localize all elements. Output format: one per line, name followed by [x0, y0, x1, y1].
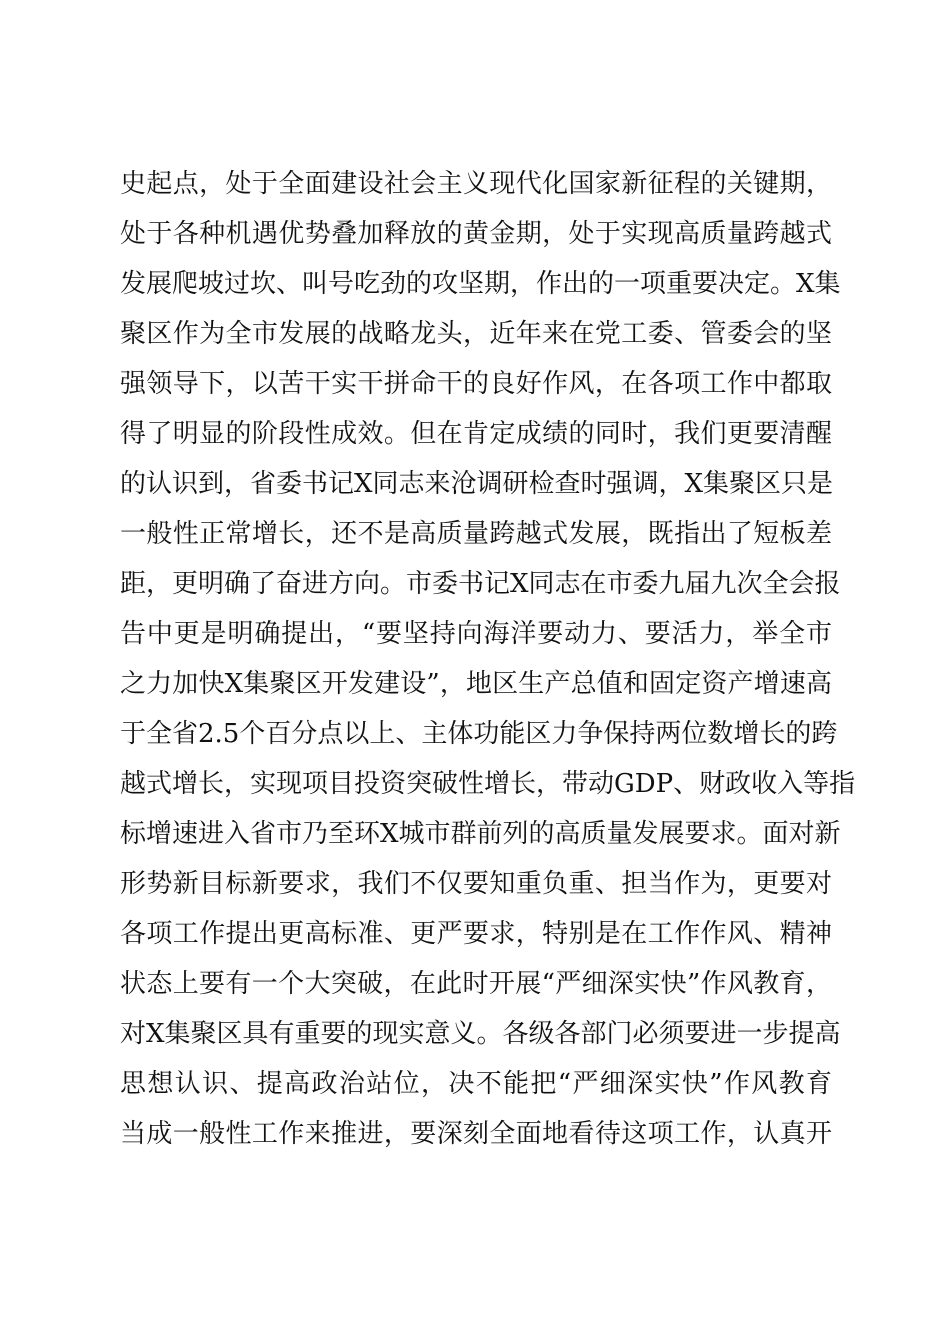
text-line: 越式增长，实现项目投资突破性增长，带动GDP、财政收入等指	[120, 769, 856, 799]
text-line: 当成一般性工作来推进，要深刻全面地看待这项工作，认真开	[120, 1119, 832, 1149]
text-line: 于全省2.5个百分点以上、主体功能区力争保持两位数增长的跨	[120, 719, 838, 749]
text-line: 史起点，处于全面建设社会主义现代化国家新征程的关键期，	[120, 169, 832, 199]
text-line: 标增速进入省市乃至环X城市群前列的高质量发展要求。面对新	[120, 819, 841, 849]
text-line: 强领导下，以苦干实干拼命干的良好作风，在各项工作中都取	[120, 369, 832, 399]
text-line: 对X集聚区具有重要的现实意义。各级各部门必须要进一步提高	[120, 1019, 841, 1049]
text-line: 形势新目标新要求，我们不仅要知重负重、担当作为，更要对	[120, 869, 832, 899]
text-line: 聚区作为全市发展的战略龙头，近年来在党工委、管委会的坚	[120, 319, 832, 349]
text-line: 之力加快X集聚区开发建设”，地区生产总值和固定资产增速高	[120, 669, 832, 699]
text-line: 各项工作提出更高标准、更严要求，特别是在工作作风、精神	[120, 919, 832, 949]
text-line: 一般性正常增长，还不是高质量跨越式发展，既指出了短板差	[120, 519, 832, 549]
text-line: 处于各种机遇优势叠加释放的黄金期，处于实现高质量跨越式	[120, 219, 832, 249]
text-line: 的认识到，省委书记X同志来沧调研检查时强调，X集聚区只是	[120, 469, 834, 499]
text-line: 得了明显的阶段性成效。但在肯定成绩的同时，我们更要清醒	[120, 419, 832, 449]
text-line: 告中更是明确提出，“要坚持向海洋要动力、要活力，举全市	[120, 619, 832, 649]
text-line: 距，更明确了奋进方向。市委书记X同志在市委九届九次全会报	[120, 569, 841, 599]
text-line: 状态上要有一个大突破，在此时开展“严细深实快”作风教育，	[120, 969, 832, 999]
text-line: 思想认识、提高政治站位，决不能把“严细深实快”作风教育	[120, 1069, 832, 1099]
text-line: 发展爬坡过坎、叫号吃劲的攻坚期，作出的一项重要决定。X集	[120, 269, 841, 299]
body-text	[120, 159, 856, 1159]
